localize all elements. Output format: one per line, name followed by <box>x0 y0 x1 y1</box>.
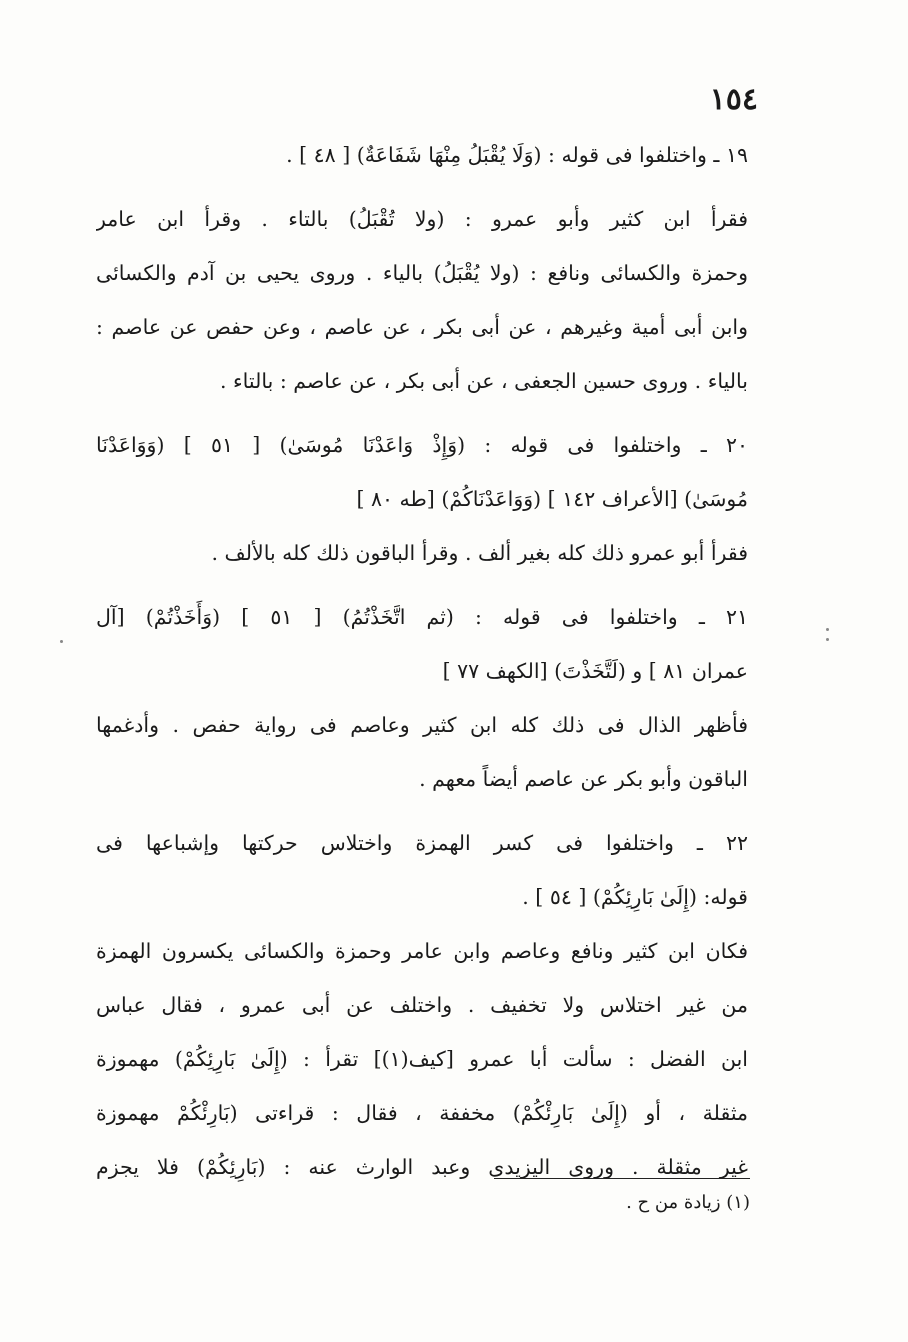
text-line: من غير اختلاس ولا تخفيف . واختلف عن أبى عمرو ، فقال عباس <box>96 993 748 1017</box>
footnote-divider <box>494 1178 750 1179</box>
text-line: ٢٠ ـ واختلفوا فى قوله : (وَإِذْ وَاعَدْنَا مُوسَىٰ) [ ٥١ ] (وَوَاعَدْنَا <box>96 433 748 457</box>
paper-speck <box>60 640 63 643</box>
paper-speck <box>826 638 829 641</box>
text-line: قوله: (إِلَىٰ بَارِئِكُمْ) [ ٥٤ ] . <box>522 885 748 909</box>
text-line: ٢٢ ـ واختلفوا فى كسر الهمزة واختلاس حركتها وإشباعها فى <box>96 831 748 855</box>
footnote: (١) زيادة من ح . <box>626 1192 750 1213</box>
text-line: فقرأ أبو عمرو ذلك كله بغير ألف . وقرأ الباقون ذلك كله بالألف . <box>211 541 748 565</box>
text-line: عمران ٨١ ] و (لَتَّخَذْتَ) [الكهف ٧٧ ] <box>442 659 748 683</box>
text-line: ١٩ ـ واختلفوا فى قوله : (وَلَا يُقْبَلُ مِنْهَا شَفَاعَةٌ) [ ٤٨ ] . <box>286 143 748 167</box>
text-line: وحمزة والكسائى ونافع : (ولا يُقْبَلُ) بالياء . وروى يحيى بن آدم والكسائى <box>96 261 748 285</box>
text-line: غير مثقلة . وروى اليزيدى وعبد الوارث عنه : (بَارِئِكُمْ) فلا يجزم <box>96 1155 748 1179</box>
page-number: ١٥٤ <box>709 82 758 117</box>
text-line: وابن أبى أمية وغيرهم ، عن أبى بكر ، عن عاصم ، وعن حفص عن عاصم : <box>96 315 748 339</box>
text-line: فكان ابن كثير ونافع وعاصم وابن عامر وحمزة والكسائى يكسرون الهمزة <box>96 939 748 963</box>
text-line: ابن الفضل : سألت أبا عمرو [كيف(١)] تقرأ : (إِلَىٰ بَارِئِكُمْ) مهموزة <box>96 1047 748 1071</box>
text-line: فأظهر الذال فى ذلك كله ابن كثير وعاصم فى رواية حفص . وأدغمها <box>96 713 748 737</box>
text-line: مثقلة ، أو (إِلَىٰ بَارِئْكُمْ) مخففة ، فقال : قراءتى (بَارِئْكُمْ مهموزة <box>96 1101 748 1125</box>
text-line: فقرأ ابن كثير وأبو عمرو : (ولا تُقْبَلُ) بالتاء . وقرأ ابن عامر <box>96 207 748 231</box>
text-line: الباقون وأبو بكر عن عاصم أيضاً معهم . <box>419 767 748 791</box>
text-line: مُوسَىٰ) [الأعراف ١٤٢ ] (وَوَاعَدْنَاكُمْ) [طه ٨٠ ] <box>356 487 748 511</box>
text-line: بالياء . وروى حسين الجعفى ، عن أبى بكر ، عن عاصم : بالتاء . <box>220 369 748 393</box>
text-line: ٢١ ـ واختلفوا فى قوله : (ثم اتَّخَذْتُمُ) [ ٥١ ] (وَأَخَذْتُمْ) [آل <box>96 605 748 629</box>
paper-speck <box>826 628 829 631</box>
main-text <box>96 128 748 1194</box>
